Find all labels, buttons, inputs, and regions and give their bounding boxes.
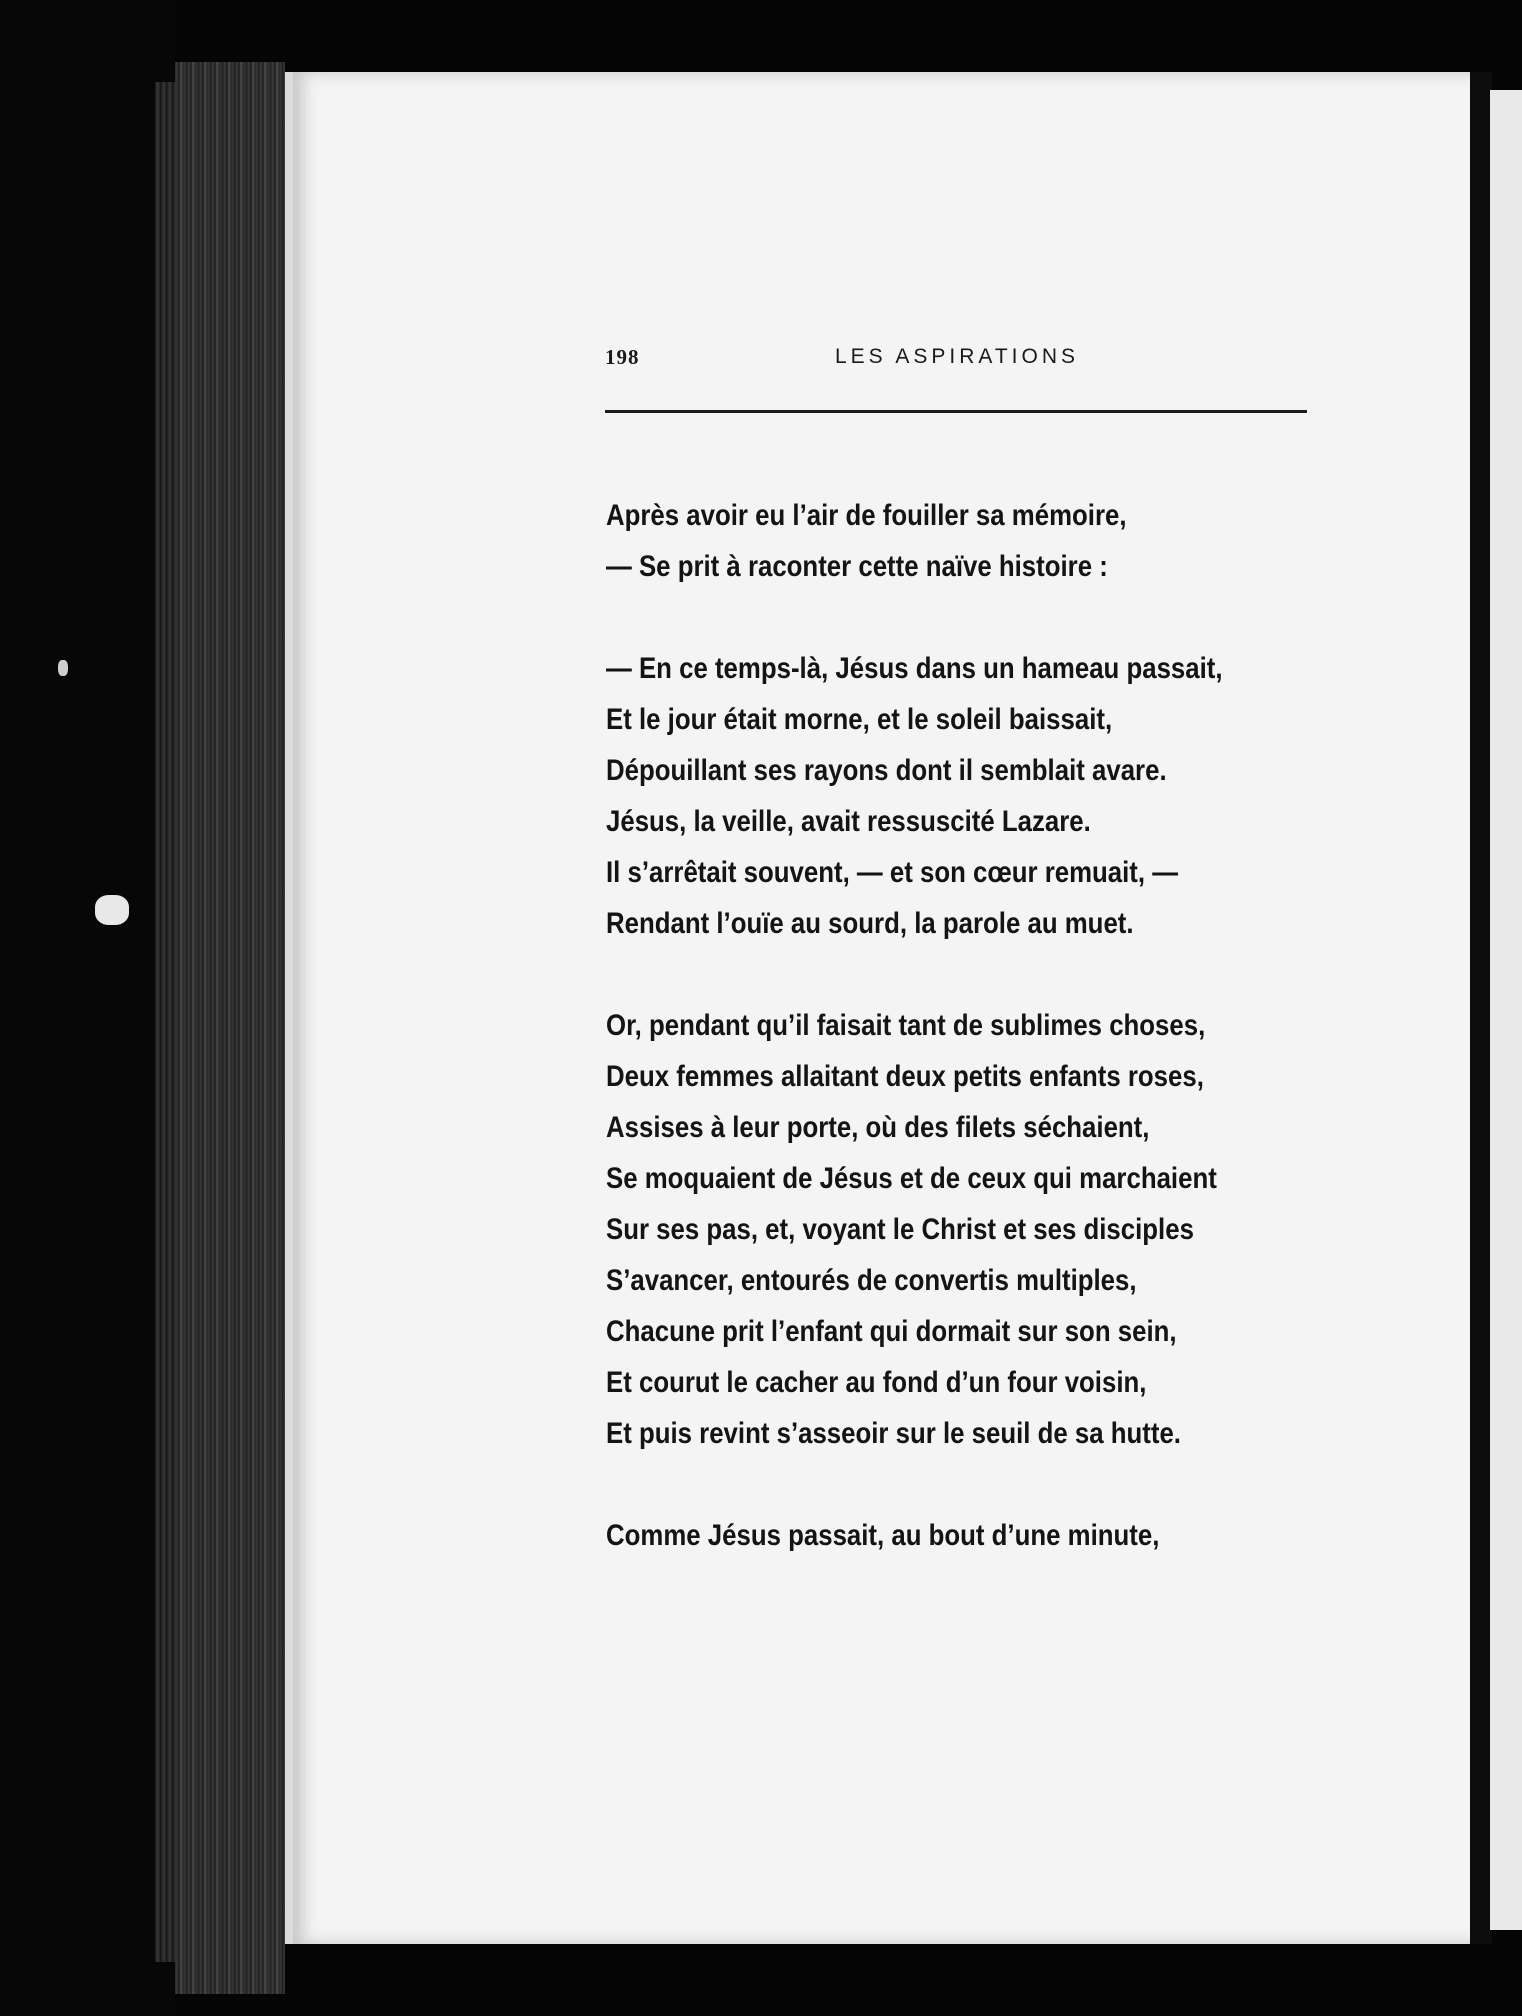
verse-line: Et courut le cacher au fond d’un four voisin, (606, 1366, 1147, 1399)
next-page-edge (1490, 90, 1522, 1930)
verse-line: Jésus, la veille, avait ressuscité Lazare. (606, 805, 1091, 838)
verse-line: Rendant l’ouïe au sourd, la parole au muet. (606, 907, 1134, 940)
header-rule (605, 410, 1307, 413)
running-header (605, 345, 1305, 385)
verse-line: — En ce temps-là, Jésus dans un hameau passait, (606, 652, 1223, 685)
stanza (606, 490, 1311, 592)
verse-line: Après avoir eu l’air de fouiller sa mémoire, (606, 499, 1127, 532)
verse-line: Et le jour était morne, et le soleil baissait, (606, 703, 1113, 736)
verse-line: Assises à leur porte, où des filets séchaient, (606, 1111, 1150, 1144)
scan-speck (58, 660, 68, 676)
verse-line: Il s’arrêtait souvent, — et son cœur remuait, — (606, 856, 1179, 889)
verse-line: Sur ses pas, et, voyant le Christ et ses disciples (606, 1213, 1194, 1246)
poem-text (606, 490, 1311, 1612)
verse-line: Or, pendant qu’il faisait tant de sublimes choses, (606, 1009, 1206, 1042)
verse-line: Chacune prit l’enfant qui dormait sur son sein, (606, 1315, 1177, 1348)
verse-line: S’avancer, entourés de convertis multiples, (606, 1264, 1137, 1297)
stanza (606, 1510, 1311, 1561)
page-number: 198 (605, 345, 640, 369)
scan-right-edge (1470, 72, 1492, 1944)
verse-line: Dépouillant ses rayons dont il semblait avare. (606, 754, 1167, 787)
stanza (606, 1000, 1311, 1459)
verse-line: Comme Jésus passait, au bout d’une minute, (606, 1519, 1160, 1552)
verse-line: — Se prit à raconter cette naïve histoire : (606, 550, 1108, 583)
verse-line: Et puis revint s’asseoir sur le seuil de sa hutte. (606, 1417, 1181, 1450)
stanza (606, 643, 1311, 949)
scan-left-margin (0, 0, 175, 2016)
verse-line: Se moquaient de Jésus et de ceux qui marchaient (606, 1162, 1217, 1195)
verse-line: Deux femmes allaitant deux petits enfants roses, (606, 1060, 1204, 1093)
scan-speck (95, 895, 129, 925)
book-page-edges (175, 62, 285, 1994)
running-title: LES ASPIRATIONS (835, 345, 1080, 368)
